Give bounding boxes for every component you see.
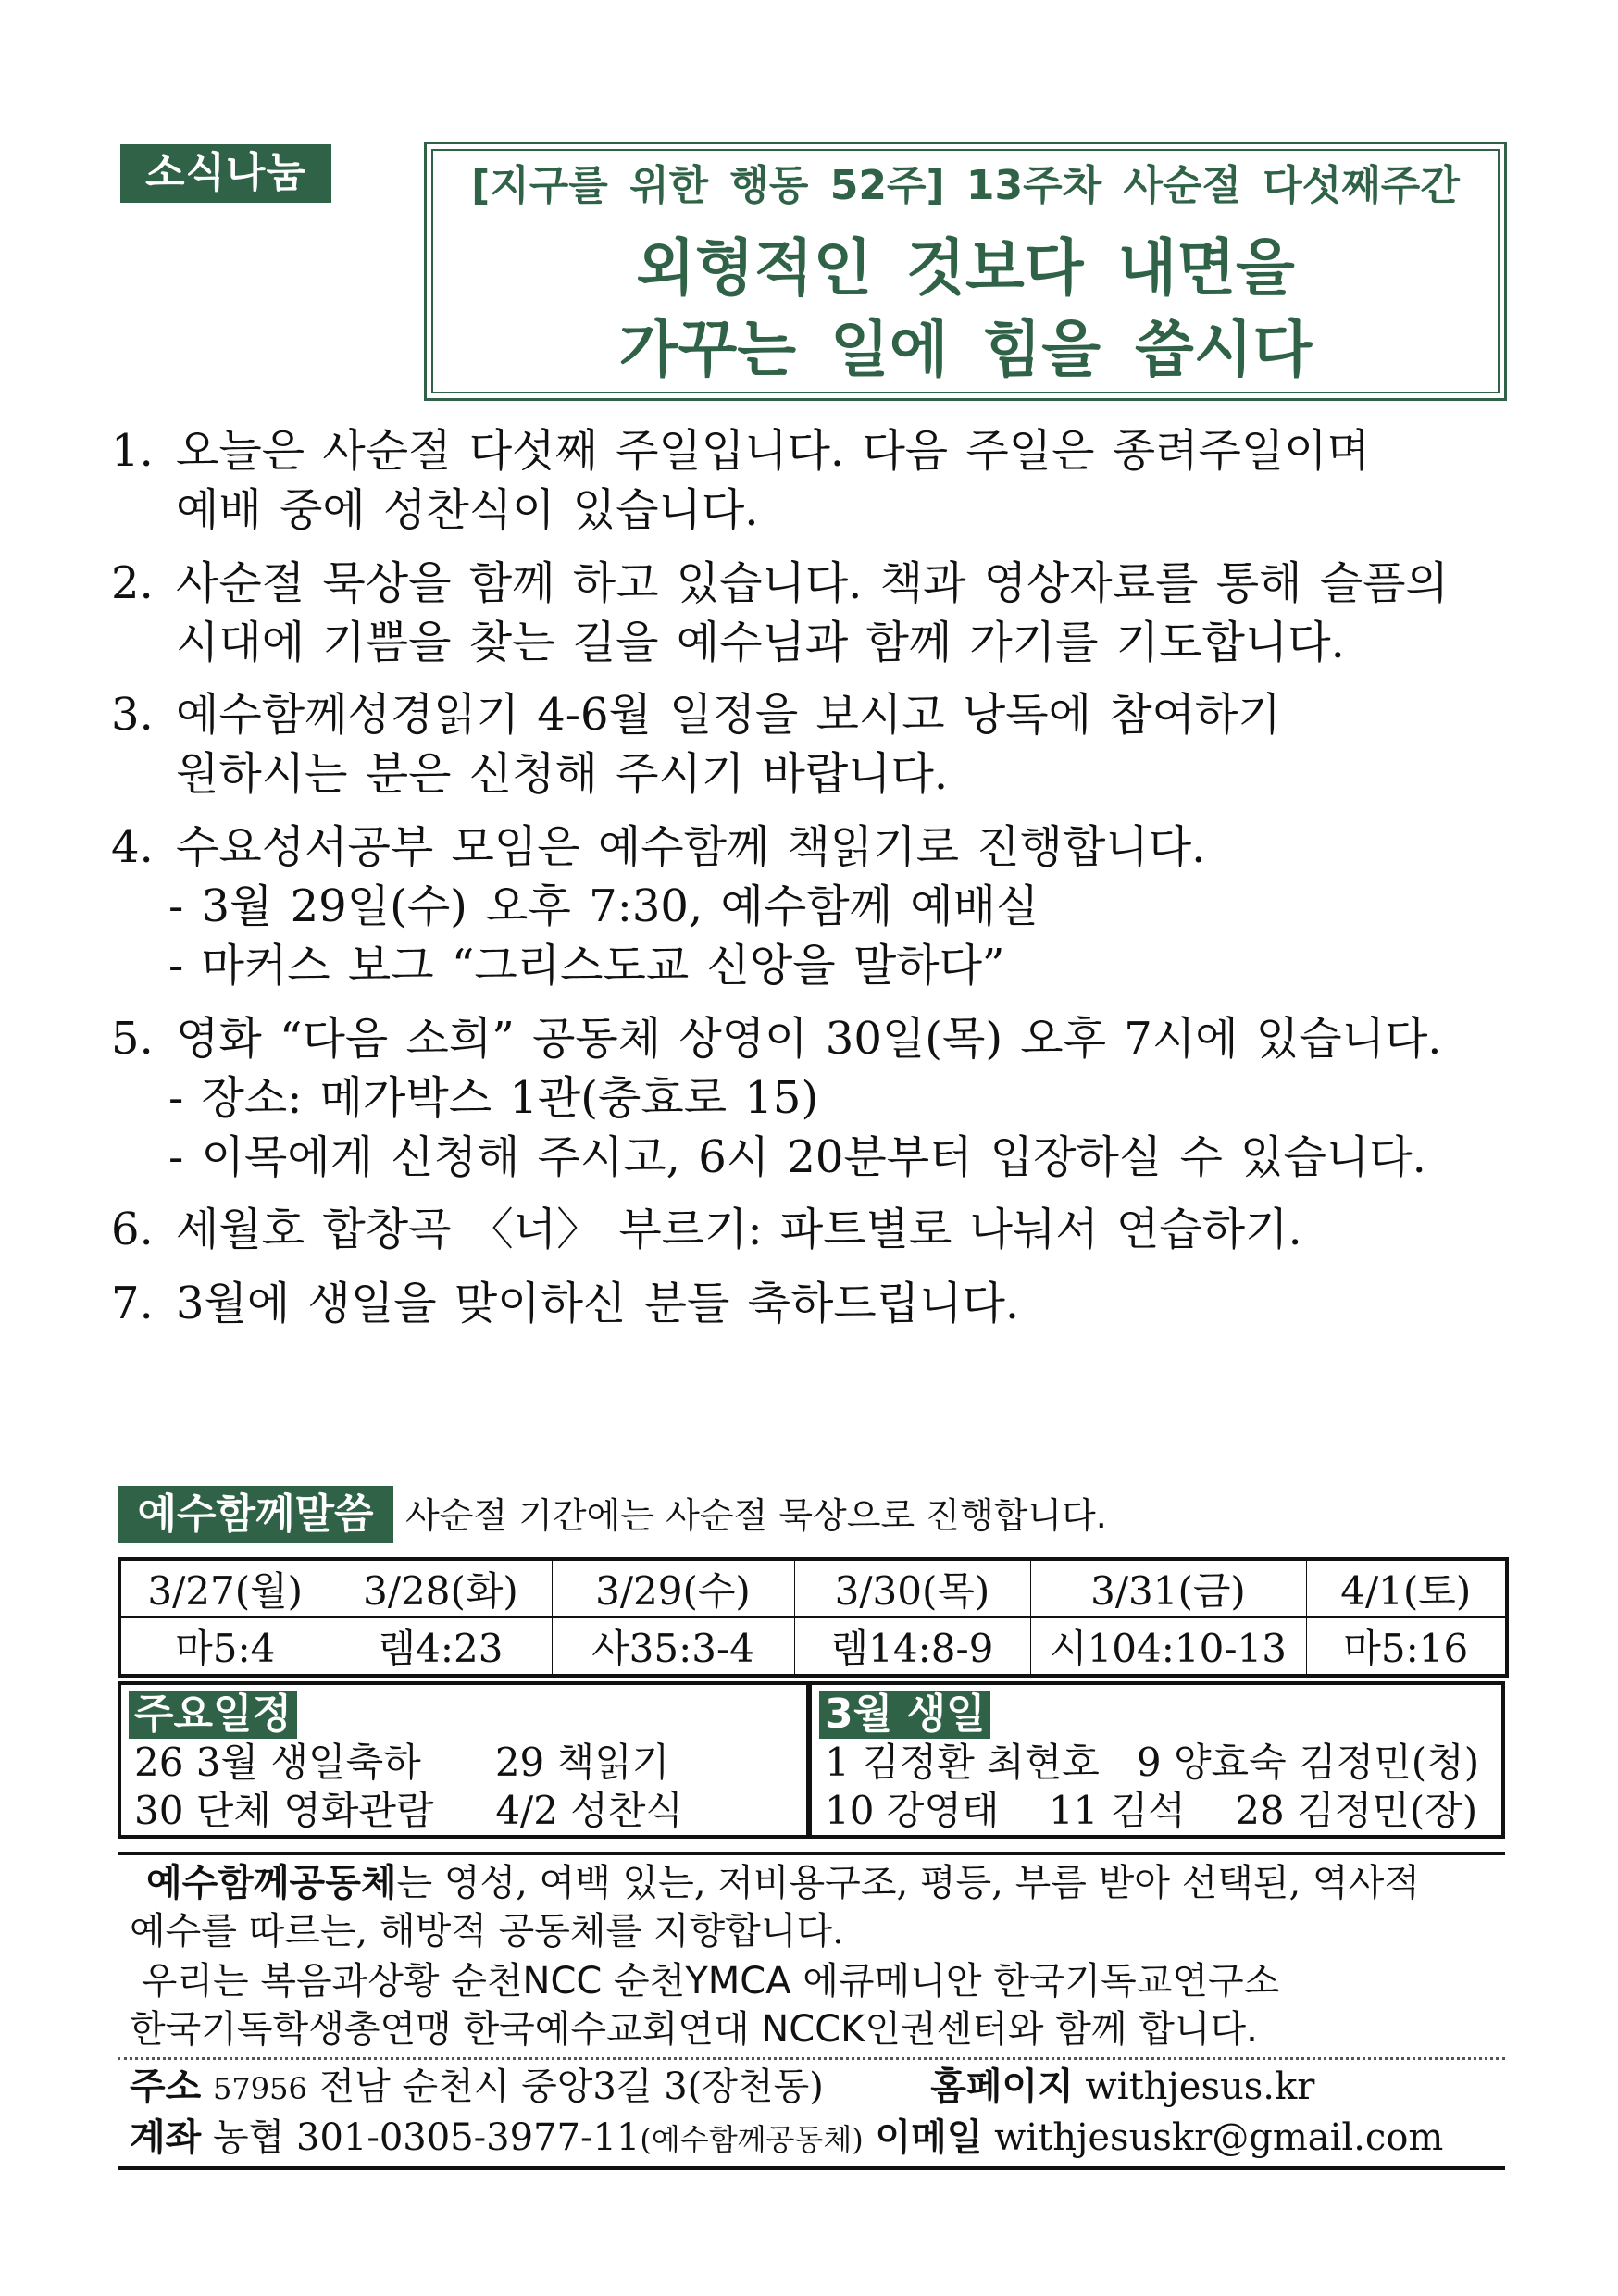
announcement-text: 오늘은 사순절 다섯째 주일입니다. 다음 주일은 종려주일이며 [176, 425, 1371, 477]
address-text: 전남 순천시 중앙3길 3(장천동) [318, 2065, 824, 2108]
devotion-schedule-table [118, 1557, 1509, 1678]
dotted-divider [118, 2057, 1505, 2060]
announcement-text: 3월에 생일을 맞이하신 분들 축하드립니다. [176, 1278, 1020, 1329]
statement-text: 는 영성, 여백 있는, 저비용구조, 평등, 부름 받아 선택된, 역사적 [396, 1862, 1420, 1904]
birthday-line: 1 김정환 최현호 9 양효숙 김정민(청) [825, 1740, 1480, 1785]
date-cell: 3/28(화) [330, 1559, 552, 1617]
statement-line-2: 예수를 따르는, 해방적 공동체를 지향합니다. [130, 1910, 844, 1953]
announcement-text: 원하시는 분은 신청해 주시기 바랍니다. [176, 748, 949, 800]
section-tag-devotion: 예수함께말씀 [118, 1486, 393, 1543]
passage-cell: 렘14:8-9 [794, 1617, 1030, 1676]
announcement-number: 2. [111, 557, 154, 609]
footer-line-account [130, 2114, 1443, 2164]
table-row-dates [119, 1559, 1507, 1617]
date-cell: 3/30(목) [794, 1559, 1030, 1617]
date-cell: 3/27(월) [119, 1559, 330, 1617]
account-number: 농협 301-0305-3977-11 [213, 2116, 641, 2159]
schedule-title: 주요일정 [129, 1691, 297, 1739]
birthday-title: 3월 생일 [819, 1691, 990, 1739]
statement-line-3: 우리는 복음과상황 순천NCC 순천YMCA 에큐메니안 한국기독교연구소 [130, 1960, 1280, 2003]
announcement-5 [111, 1009, 1442, 1187]
birthday-box [810, 1681, 1505, 1839]
divider [118, 1852, 1505, 1855]
account-label: 계좌 [130, 2116, 202, 2159]
schedule-line: 26 3월 생일축하 29 책읽기 [134, 1740, 670, 1785]
address-label: 주소 [130, 2065, 202, 2108]
statement-line-1 [130, 1859, 1420, 1907]
announcement-4 [111, 817, 1205, 995]
announcement-3 [111, 685, 1281, 804]
birthday-line: 10 강영태 11 김석 28 김정민(장) [825, 1788, 1478, 1833]
announcement-text: 수요성서공부 모임은 예수함께 책읽기로 진행합니다. [176, 821, 1206, 873]
section-tag-news: 소식나눔 [120, 144, 331, 203]
announcement-number: 1. [111, 425, 154, 477]
announcement-2 [111, 554, 1449, 672]
title-main-line-2: 가꾸는 일에 힘을 씁시다 [618, 314, 1313, 385]
schedule-line: 30 단체 영화관람 4/2 성찬식 [134, 1788, 683, 1833]
homepage-link[interactable]: withjesus.kr [1085, 2065, 1315, 2108]
announcement-number: 7. [111, 1278, 154, 1329]
announcement-1 [111, 421, 1370, 540]
postal-code: 57956 [213, 2071, 307, 2106]
announcement-number: 5. [111, 1013, 154, 1065]
announcement-text: 영화 “다음 소희” 공동체 상영이 30일(목) 오후 7시에 있습니다. [176, 1013, 1442, 1065]
community-name: 예수함께공동체 [146, 1862, 397, 1904]
announcement-text: 세월호 합창곡 〈너〉 부르기: 파트별로 나눠서 연습하기. [176, 1204, 1302, 1255]
table-row-passages [119, 1617, 1507, 1676]
title-subtitle: [지구를 위한 행동 52주] 13주차 사순절 다섯째주간 [471, 162, 1460, 209]
account-holder: (예수함께공동체) [640, 2122, 864, 2157]
schedule-box [118, 1681, 810, 1839]
divider [118, 2166, 1505, 2170]
footer-line-address [130, 2063, 1314, 2113]
announcement-number: 6. [111, 1204, 154, 1255]
passage-cell: 마5:4 [119, 1617, 330, 1676]
announcement-7 [111, 1274, 1019, 1333]
passage-cell: 마5:16 [1306, 1617, 1507, 1676]
passage-cell: 사35:3-4 [552, 1617, 794, 1676]
homepage-label: 홈페이지 [930, 2065, 1074, 2108]
date-cell: 3/29(수) [552, 1559, 794, 1617]
announcement-subitem: - 마커스 보그 “그리스도교 신앙을 말하다” [168, 940, 1005, 992]
email-link[interactable]: withjesuskr@gmail.com [994, 2116, 1444, 2159]
date-cell: 4/1(토) [1306, 1559, 1507, 1617]
announcement-text: 시대에 기쁨을 찾는 길을 예수님과 함께 가기를 기도합니다. [176, 617, 1345, 668]
announcement-subitem: - 이목에게 신청해 주시고, 6시 20분부터 입장하실 수 있습니다. [168, 1131, 1426, 1183]
title-box [424, 142, 1507, 401]
passage-cell: 렘4:23 [330, 1617, 552, 1676]
date-cell: 3/31(금) [1030, 1559, 1306, 1617]
passage-cell: 시104:10-13 [1030, 1617, 1306, 1676]
announcement-subitem: - 3월 29일(수) 오후 7:30, 예수함께 예배실 [168, 880, 1039, 932]
announcement-text: 사순절 묵상을 함께 하고 있습니다. 책과 영상자료를 통해 슬픔의 [176, 557, 1449, 609]
announcement-text: 예배 중에 성찬식이 있습니다. [176, 484, 759, 536]
statement-line-4: 한국기독학생총연맹 한국예수교회연대 NCCK인권센터와 함께 합니다. [130, 2008, 1258, 2051]
announcement-6 [111, 1200, 1302, 1259]
title-main-line-1: 외형적인 것보다 내면을 [636, 232, 1295, 304]
announcement-number: 4. [111, 821, 154, 873]
email-label: 이메일 [875, 2116, 983, 2159]
announcement-number: 3. [111, 689, 154, 741]
announcement-text: 예수함께성경읽기 4-6월 일정을 보시고 낭독에 참여하기 [176, 689, 1281, 741]
devotion-description: 사순절 기간에는 사순절 묵상으로 진행합니다. [405, 1495, 1107, 1536]
announcement-subitem: - 장소: 메가박스 1관(충효로 15) [168, 1072, 819, 1124]
